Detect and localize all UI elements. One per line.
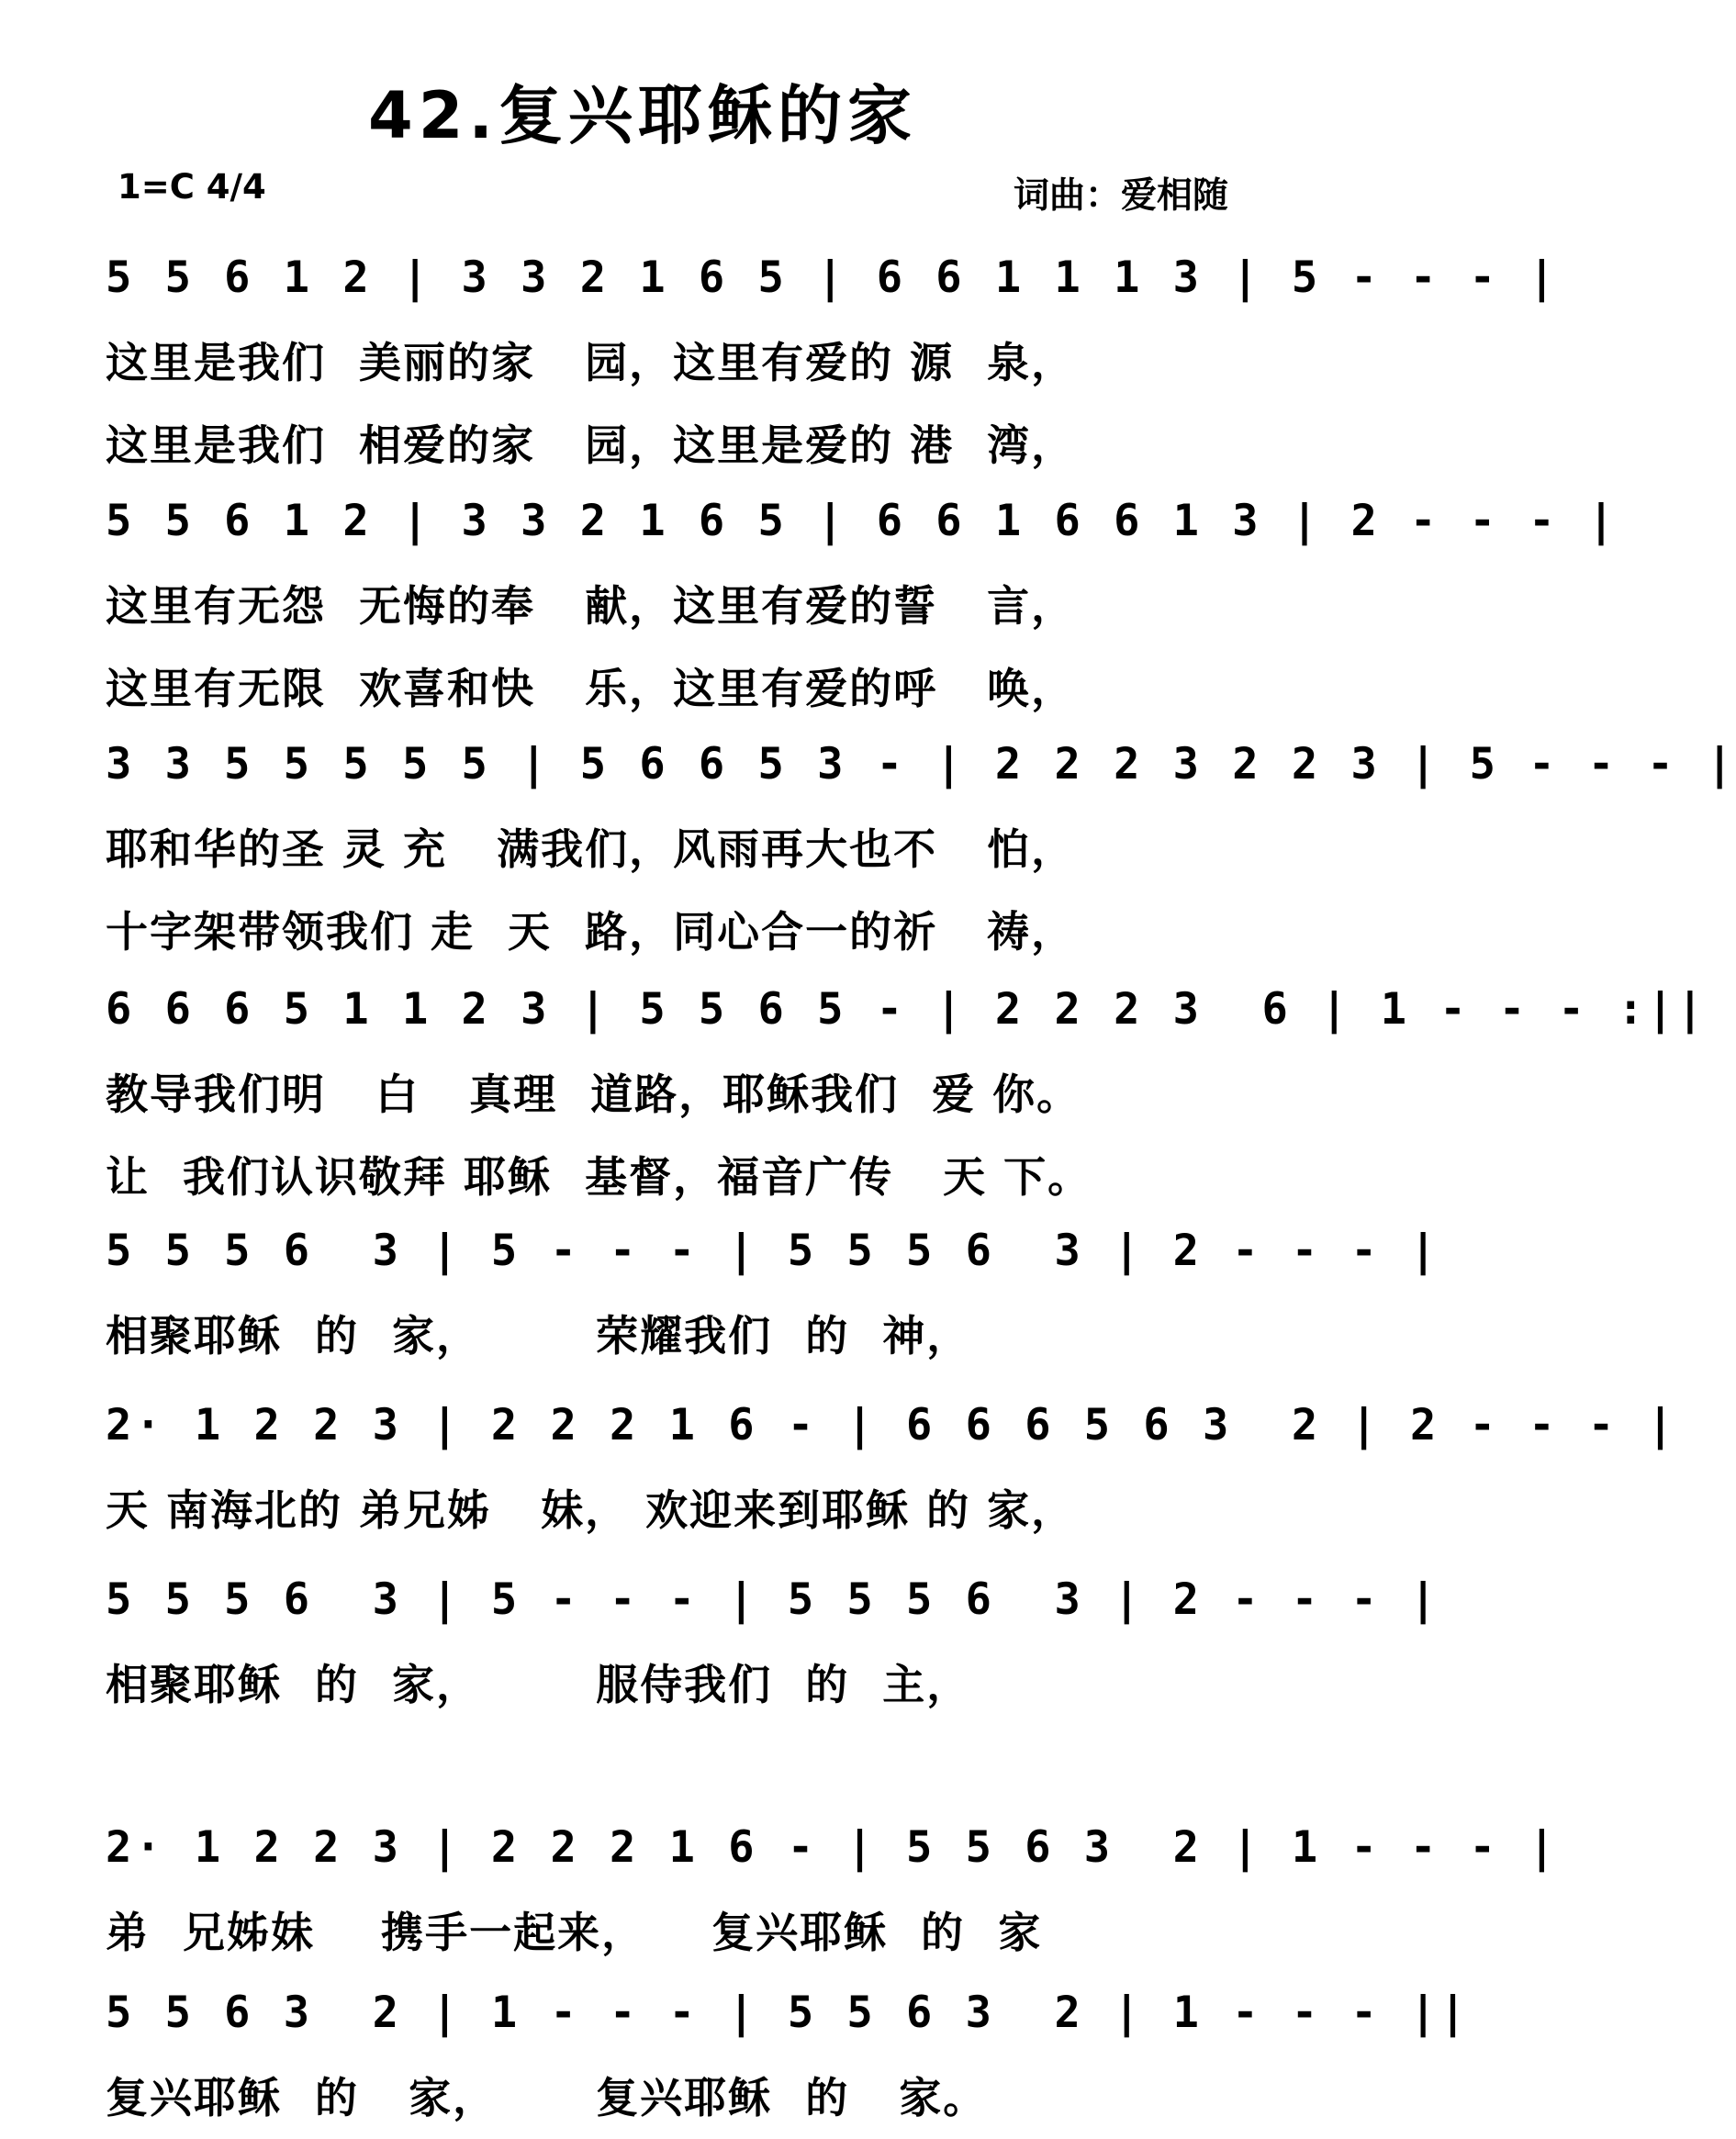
lyric-line: 这里是我们 相爱的家 园，这里是爱的 港 湾， (106, 420, 1076, 470)
notation-line: 5 5 6 1 2 | 3 3 2 1 6 5 | 6 6 1 1 1 3 | 5 - - - | (106, 252, 1559, 303)
lyric-line: 天 南海北的 弟兄姊 妹， 欢迎来到耶稣 的 家， (106, 1485, 1076, 1535)
lyric-line: 十字架带领我们 走 天 路，同心合一的祈 祷， (106, 907, 1076, 957)
lyric-line: 这里有无怨 无悔的奉 献，这里有爱的誓 言， (106, 581, 1076, 631)
lyric-line: 耶和华的圣 灵 充 满我们，风雨再大也不 怕， (106, 824, 1076, 874)
song-title: 42.复兴耶稣的家 (367, 78, 917, 153)
notation-line: 2· 1 2 2 3 | 2 2 2 1 6 - | 6 6 6 5 6 3 2 | 2 - - - | (106, 1400, 1677, 1450)
notation-line: 5 5 6 1 2 | 3 3 2 1 6 5 | 6 6 1 6 6 1 3 | 2 - - - | (106, 496, 1618, 546)
stanza-8 (106, 1822, 1559, 1974)
stanza-9 (106, 1988, 1470, 2139)
lyric-line: 相聚耶稣 的 家， 服侍我们 的 主， (106, 1660, 971, 1709)
lyric-line: 相聚耶稣 的 家， 荣耀我们 的 神， (106, 1311, 971, 1361)
stanza-1 (106, 252, 1559, 487)
stanza-2 (106, 496, 1618, 730)
stanza-3 (106, 739, 1736, 973)
notation-line: 5 5 6 3 2 | 1 - - - | 5 5 6 3 2 | 1 - - - || (106, 1988, 1470, 2038)
lyric-line: 弟 兄姊妹 携手一起来， 复兴耶稣 的 家 (106, 1908, 1043, 1957)
notation-line: 5 5 5 6 3 | 5 - - - | 5 5 5 6 3 | 2 - - - | (106, 1574, 1440, 1625)
lyric-line: 这里是我们 美丽的家 园，这里有爱的 源 泉， (106, 338, 1076, 387)
stanza-6 (106, 1400, 1677, 1551)
notation-line: 6 6 6 5 1 1 2 3 | 5 5 6 5 - | 2 2 2 3 6 | 1 - - - :|| (106, 984, 1708, 1035)
credit-line: 词曲：爱相随 (1013, 175, 1228, 217)
stanza-5 (106, 1226, 1440, 1377)
notation-line: 5 5 5 6 3 | 5 - - - | 5 5 5 6 3 | 2 - - - | (106, 1226, 1440, 1276)
lyric-line: 这里有无限 欢喜和快 乐，这里有爱的呼 唤， (106, 664, 1076, 713)
key-signature: 1=C 4/4 (118, 167, 266, 207)
lyric-line: 让 我们认识敬拜 耶稣 基督，福音广传 天 下。 (106, 1152, 1092, 1202)
stanza-4 (106, 984, 1708, 1218)
notation-line: 3 3 5 5 5 5 5 | 5 6 6 5 3 - | 2 2 2 3 2 2 3 | 5 - - - | (106, 739, 1736, 790)
stanza-7 (106, 1574, 1440, 1726)
lyric-line: 教导我们明 白 真理 道路，耶稣我们 爱 你。 (106, 1070, 1081, 1119)
lyric-line: 复兴耶稣 的 家， 复兴耶稣 的 家。 (106, 2073, 988, 2122)
notation-line: 2· 1 2 2 3 | 2 2 2 1 6 - | 5 5 6 3 2 | 1 - - - | (106, 1822, 1559, 1873)
